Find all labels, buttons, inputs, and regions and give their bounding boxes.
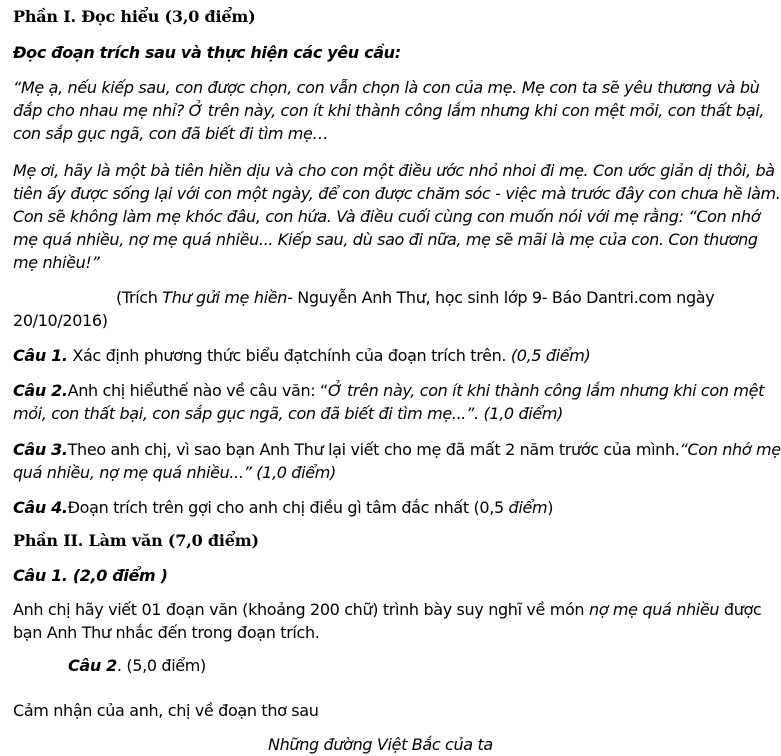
passage-line: tiên ấy được sống lại với con một ngày, để con được chăm sóc - việc mà trước đây con chưa hề làm. bbox=[13, 184, 781, 203]
poem-line: Những đường Việt Bắc của ta bbox=[268, 735, 493, 754]
question-1 bbox=[13, 346, 590, 366]
poem-prompt: Cảm nhận của anh, chị về đoạn thơ sau bbox=[13, 701, 319, 720]
question-score: (0,5 điểm) bbox=[510, 346, 591, 365]
question-score: . (5,0 điểm) bbox=[116, 656, 206, 675]
question-quote: Ở trên này, con ít khi thành công lắm nhưng khi con mệt bbox=[328, 381, 765, 400]
score-close: ) bbox=[547, 498, 554, 517]
score-word: điểm bbox=[508, 498, 548, 517]
text-segment: được bbox=[719, 600, 762, 619]
question-quote: “Con nhớ mẹ bbox=[679, 440, 781, 459]
passage-line: Con sẽ không làm mẹ khóc đâu, con hứa. Và điều cuối cùng con muốn nói với mẹ rằng: “Con nhớ bbox=[13, 207, 761, 226]
emphasis-text: nợ mẹ quá nhiều bbox=[588, 600, 720, 619]
source-title: Thư gửi mẹ hiền bbox=[162, 288, 288, 307]
passage-line: con sắp gục ngã, con đã biết đi tìm mẹ… bbox=[13, 124, 329, 143]
passage-line: Mẹ ơi, hãy là một bà tiên hiền dịu và cho con một điều ước nhỏ nhoi đi mẹ. Con ước giản dị thôi, bà bbox=[13, 161, 775, 180]
question-text: Anh chị hiểuthế nào về câu văn: “ bbox=[67, 381, 328, 400]
source-citation bbox=[116, 288, 714, 308]
part2-question-1-text-cont: bạn Anh Thư nhắc đến trong đoạn trích. bbox=[13, 623, 320, 642]
part1-instruction: Đọc đoạn trích sau và thực hiện các yêu cầu: bbox=[13, 43, 401, 62]
passage-line: đắp cho nhau mẹ nhỉ? Ở trên này, con ít khi thành công lắm nhưng khi con mệt mỏi, con thất bại, bbox=[13, 101, 765, 120]
question-quote: mỏi, con thất bại, con sắp gục ngã, con đã biết đi tìm mẹ... bbox=[13, 404, 467, 423]
question-label: Câu 2. bbox=[13, 381, 68, 400]
question-score: (1,0 điểm) bbox=[483, 404, 564, 423]
question-label: Câu 2 bbox=[68, 656, 117, 675]
passage-line: mẹ quá nhiều, nợ mẹ quá nhiều... Kiếp sau, dù sao đi nữa, mẹ sẽ mãi là mẹ của con. Con thương bbox=[13, 230, 758, 249]
question-text: Đoạn trích trên gợi cho anh chị điều gì tâm đắc nhất (0,5 bbox=[67, 498, 509, 517]
part2-question-1-text bbox=[13, 600, 761, 620]
text-segment: Anh chị hãy viết 01 đoạn văn (khoảng 200 chữ) trình bày suy nghĩ về món bbox=[13, 600, 589, 619]
part2-question-1-label: Câu 1. (2,0 điểm ) bbox=[13, 566, 168, 585]
passage-line: “Mẹ ạ, nếu kiếp sau, con được chọn, con vẫn chọn là con của mẹ. Mẹ con ta sẽ yêu thương và bù bbox=[13, 78, 760, 97]
question-text: Xác định phương thức biểu đạtchính của đoạn trích trên. bbox=[67, 346, 511, 365]
question-2-cont bbox=[13, 404, 563, 424]
question-3-cont: quá nhiều, nợ mẹ quá nhiều...” (1,0 điểm) bbox=[13, 463, 336, 482]
part2-question-2 bbox=[68, 656, 206, 676]
question-3 bbox=[13, 440, 781, 460]
source-date: 20/10/2016) bbox=[13, 311, 108, 330]
part1-heading: Phần I. Đọc hiểu (3,0 điểm) bbox=[13, 7, 256, 26]
question-text: Theo anh chị, vì sao bạn Anh Thư lại viết cho mẹ đã mất 2 năm trước của mình. bbox=[67, 440, 680, 459]
source-rest: - Nguyễn Anh Thư, học sinh lớp 9- Báo Dantri.com ngày bbox=[287, 288, 715, 307]
passage-line: mẹ nhiều!” bbox=[13, 253, 100, 272]
source-prefix: (Trích bbox=[116, 288, 163, 307]
part2-heading: Phần II. Làm văn (7,0 điểm) bbox=[13, 531, 259, 550]
question-label: Câu 4. bbox=[13, 498, 68, 517]
question-4 bbox=[13, 498, 553, 518]
question-label: Câu 1. bbox=[13, 346, 68, 365]
quote-close: ”. bbox=[466, 404, 484, 423]
question-label: Câu 3. bbox=[13, 440, 68, 459]
question-2 bbox=[13, 381, 764, 401]
